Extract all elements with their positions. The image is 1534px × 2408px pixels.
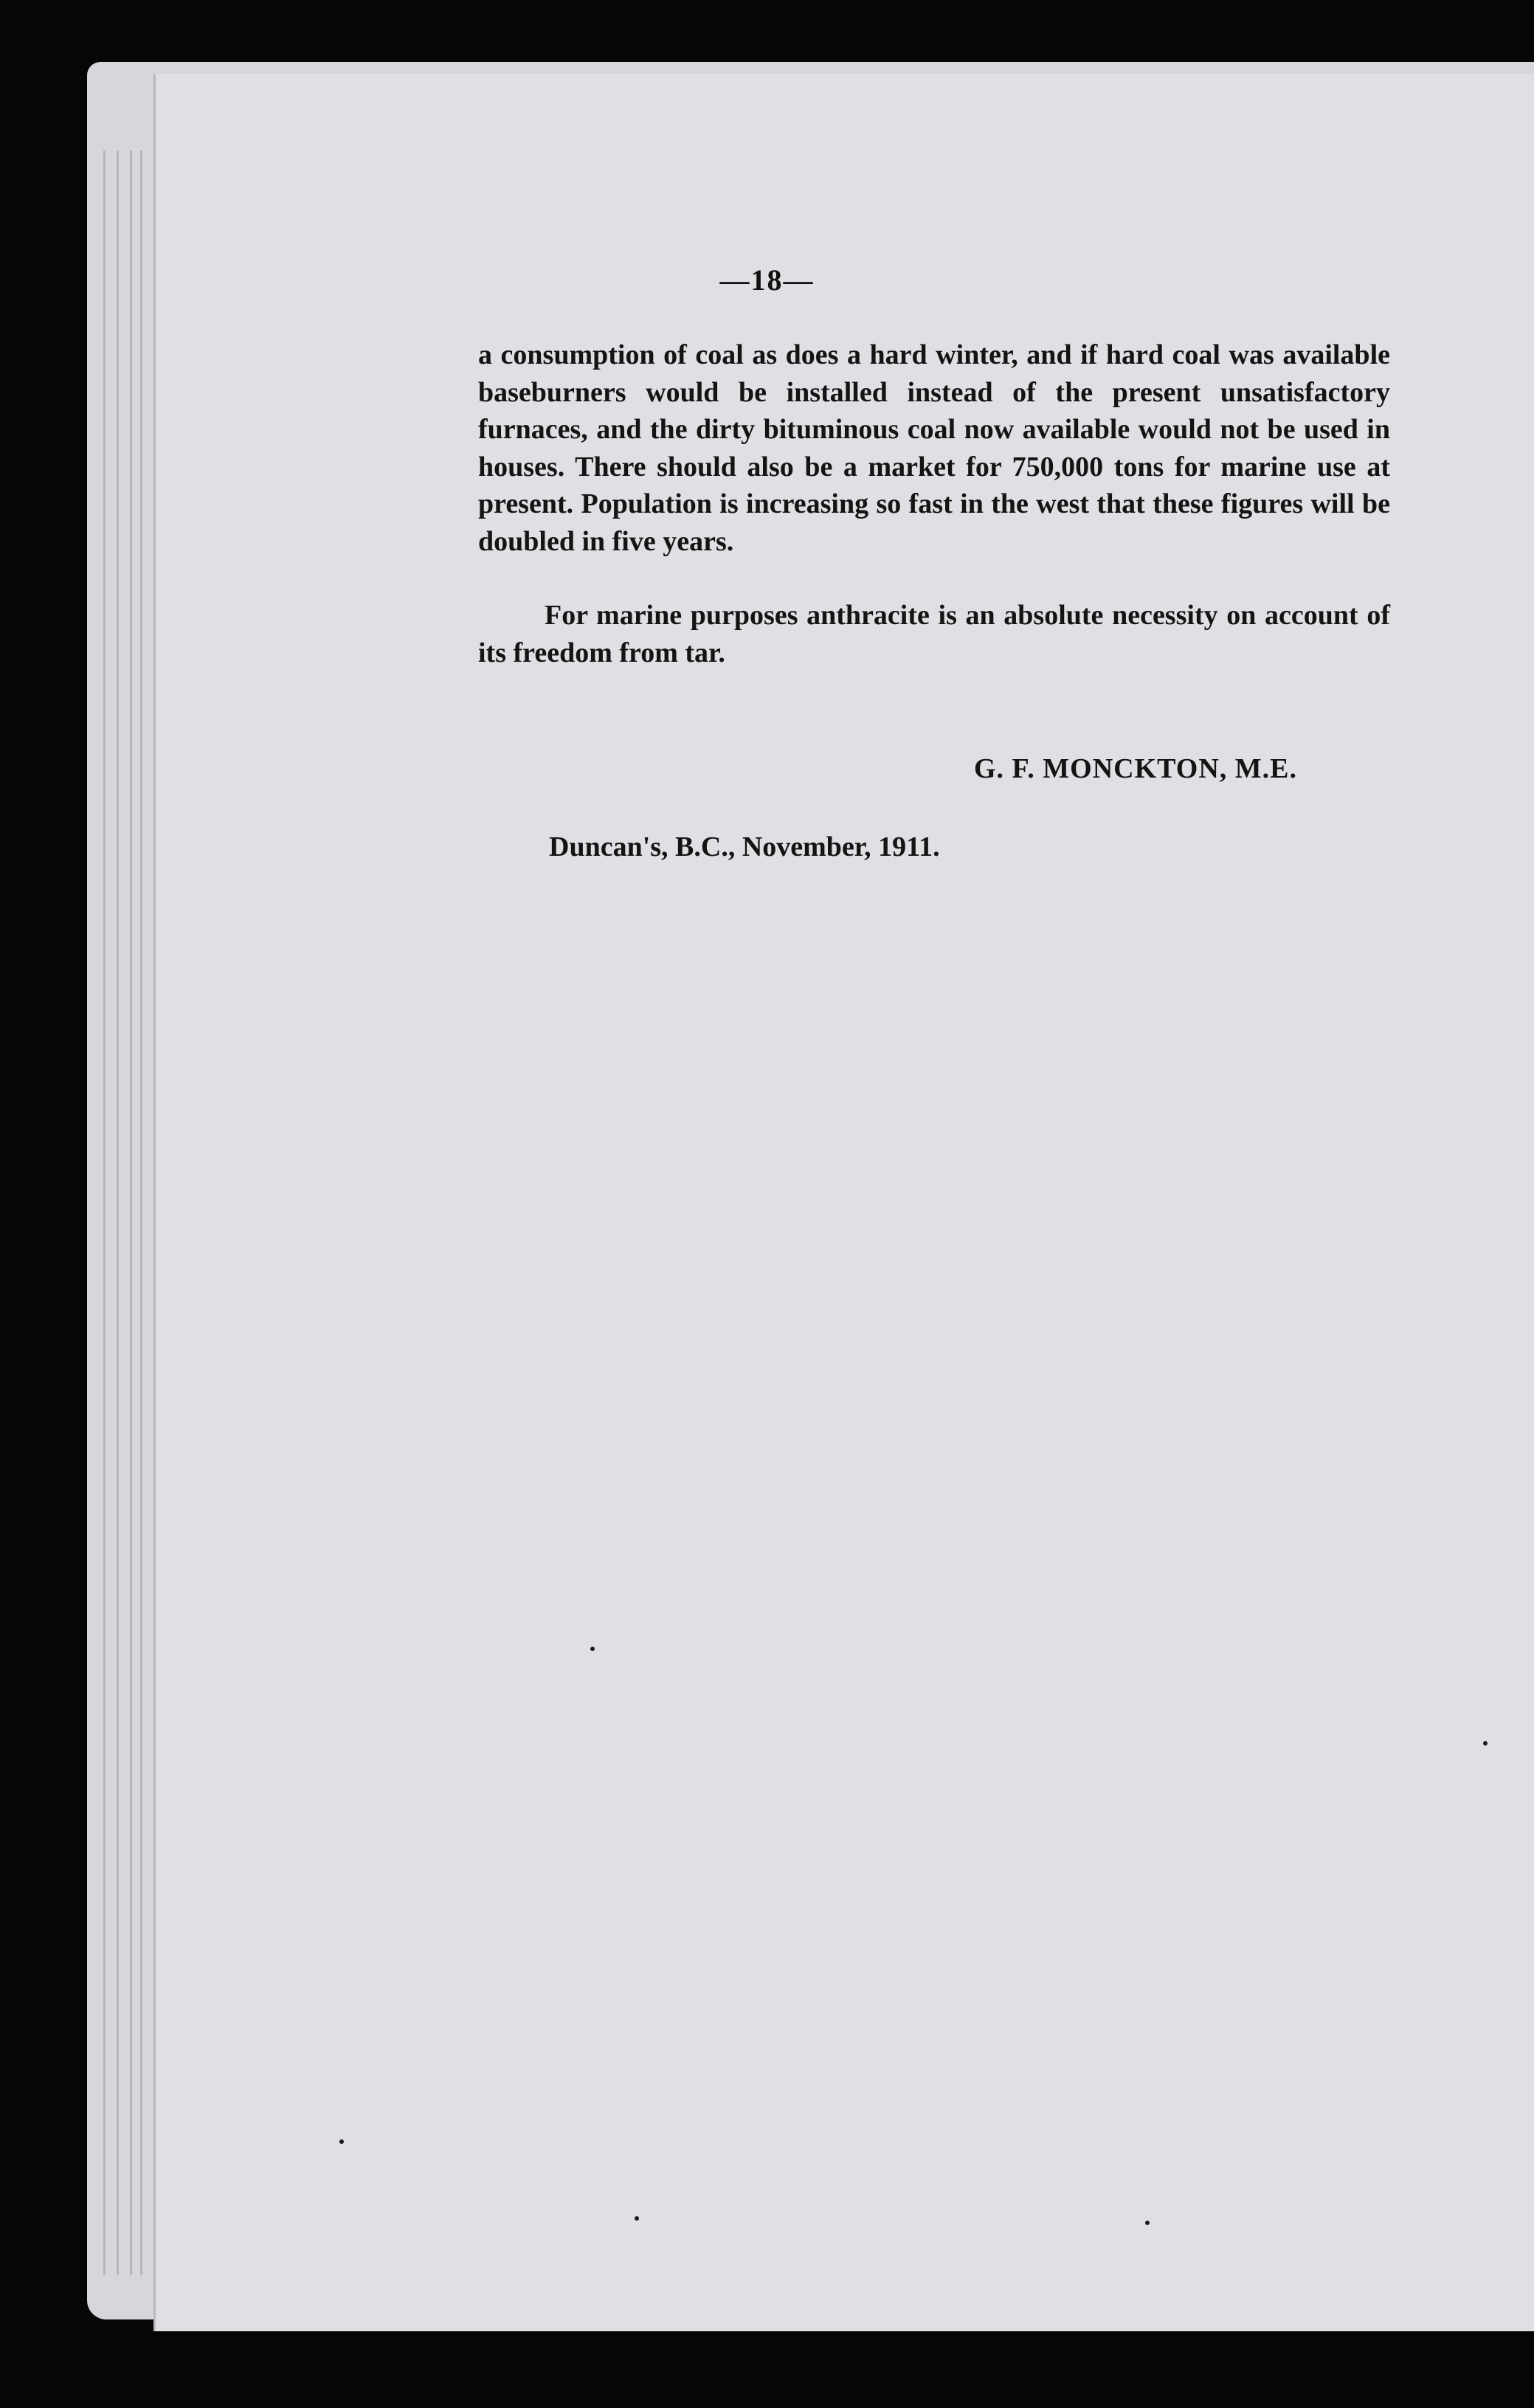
page-edge-line: [103, 150, 106, 2275]
dust-speck: [635, 2216, 639, 2221]
paragraph: For marine purposes anthracite is an absolute necessity on account of its freedom from tar.: [478, 600, 1390, 668]
author-signature: G. F. MONCKTON, M.E.: [974, 753, 1298, 784]
dust-speck: [590, 1647, 595, 1651]
dust-speck: [1483, 1741, 1488, 1746]
body-text: [478, 336, 1390, 671]
paragraph: a consumption of coal as does a hard winter, and if hard coal was available baseburners would be installed instead of the present unsatisfactory furnaces, and the dirty bituminous coal now available would not be used in houses. There should also be a market for 750,000 tons for marine use at present. Population is increasing so fast in the west that these figures will be doubled in five years.: [478, 339, 1390, 557]
page-edge-line: [140, 150, 142, 2275]
page-edge-line: [130, 150, 132, 2275]
dust-speck: [339, 2139, 344, 2144]
page-number: —18—: [719, 263, 815, 297]
dust-speck: [1145, 2221, 1150, 2225]
dateline: Duncan's, B.C., November, 1911.: [549, 831, 940, 862]
page-edge-line: [117, 150, 119, 2275]
